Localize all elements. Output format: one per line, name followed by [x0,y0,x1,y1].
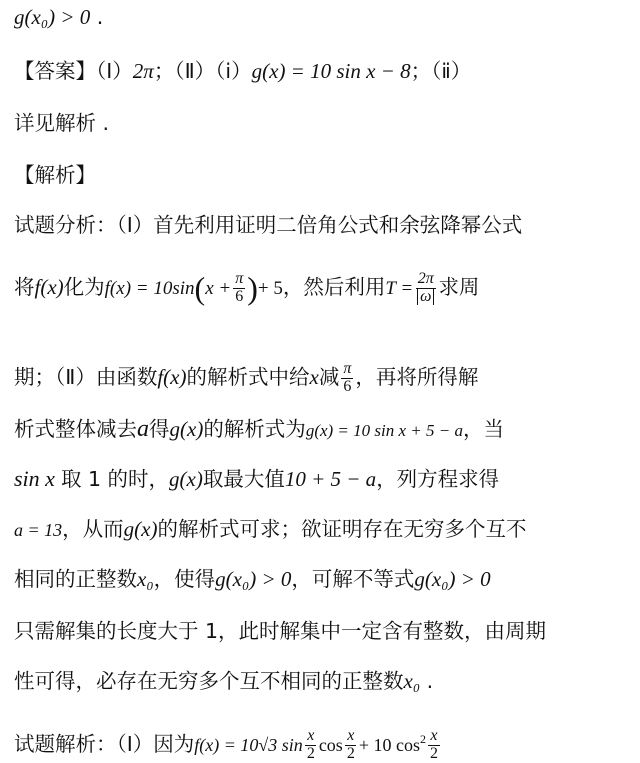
text: 的解析式可求；欲证明存在无穷多个互不 [157,517,527,541]
line-9 [14,462,632,496]
math-expression: g(x) = 10 sin x + 5 − a [305,421,463,440]
math-expression: g(x₀) > 0 [414,567,491,591]
text: 取最大值 [202,467,285,491]
line-7 [14,360,632,395]
math-expression: g(x₀) > 0 [215,567,292,591]
paren-icon: ( [194,270,206,306]
math-expression: f(x) [157,365,187,389]
math-expression: + 5 [257,278,283,299]
line-3 [14,106,632,140]
answer-label: 【答案】 [14,59,96,83]
text: ，再将所得解 [355,365,479,389]
line-5 [14,208,632,242]
numerator: 2π [417,269,434,287]
fraction [428,728,440,763]
text: 试题解析：（Ⅰ）因为 [14,732,195,756]
text: 求周 [438,275,480,299]
line-10 [14,512,632,547]
text: 得 [149,417,170,441]
line-11 [14,562,632,596]
text: 的解析式为 [203,417,306,441]
math-expression: x₀ [137,567,154,591]
numerator: x [307,726,315,744]
fraction [305,728,317,763]
line-8 [14,412,632,448]
line-6 [14,270,632,306]
math-expression: g(x) [169,467,203,491]
omega-abs: ω [417,288,434,305]
text: ，从而 [62,517,124,541]
text: 取 1 的时， [60,467,170,491]
numerator: π [343,359,352,377]
math-expression: a = 13 [14,520,63,540]
math-expression: 2π [132,59,154,83]
text: 相同的正整数 [14,567,137,591]
math-expression: a [137,416,149,442]
text: 的解析式中给 [186,365,310,389]
math-expression: sin x [14,466,55,491]
math-expression: g(x₀) > 0 [14,5,91,29]
math-expression: x [309,365,319,389]
text: 详见解析 . [14,111,110,135]
math-expression: x + [205,278,232,299]
math-expression: + 10 cos [358,735,420,755]
text: 减 [318,365,340,389]
denominator: 2 [429,744,438,762]
line-13 [14,664,632,698]
text: 将 [14,275,35,299]
analysis-label: 【解析】 [14,163,96,187]
line-analysis-label [14,158,632,192]
text: ，然后利用 [282,275,386,299]
text: ，可解不等式 [291,567,415,591]
text: 试题分析：（Ⅰ）首先利用证明二倍角公式和余弦降幂公式 [14,213,523,237]
fraction [345,728,357,763]
text: 化为 [63,275,105,299]
math-expression: f(x) = 10√3 sin [194,735,303,755]
fraction [415,271,436,306]
math-expression: T = [385,278,414,299]
math-expression: x₀ [403,669,421,693]
line-answer [14,54,632,88]
numerator: x [430,726,438,744]
fraction [341,361,353,396]
paren-icon: ) [247,270,258,306]
denominator: 2 [346,744,355,762]
text: ，当 [462,417,504,441]
text: ，使得 [153,567,216,591]
math-expression: cos [318,735,343,755]
math-expression: g(x) [169,417,204,441]
text: . [420,669,434,693]
text: （Ⅰ） [96,59,133,83]
superscript: 2 [419,732,426,746]
math-expression: g(x) = 10 sin x − 8 [251,59,411,83]
text: ，列方程求得 [376,467,500,491]
numerator: π [235,269,244,287]
text: ；（Ⅱ）（ⅰ） [153,59,252,83]
text: 析式整体减去 [14,417,137,441]
text: 只需解集的长度大于 1，此时解集中一定含有整数，由周期 [14,619,547,643]
text: 期；（Ⅱ）由函数 [14,365,158,389]
denominator: 2 [306,744,315,762]
line-1 [14,0,632,34]
denominator: 6 [235,287,244,305]
denominator: 6 [343,377,352,395]
math-expression: g(x) [123,517,158,541]
line-12 [14,614,632,648]
text: ；（ⅱ） [410,59,472,83]
numerator: x [347,726,355,744]
math-expression: f(x) = 10sin [104,278,195,299]
fraction [233,271,245,306]
denominator [415,289,436,306]
text: . [90,5,104,29]
math-expression: f(x) [34,275,64,299]
math-expression: 10 + 5 − a [284,467,377,491]
text: 性可得，必存在无穷多个互不相同的正整数 [14,669,404,693]
line-14 [14,722,632,762]
